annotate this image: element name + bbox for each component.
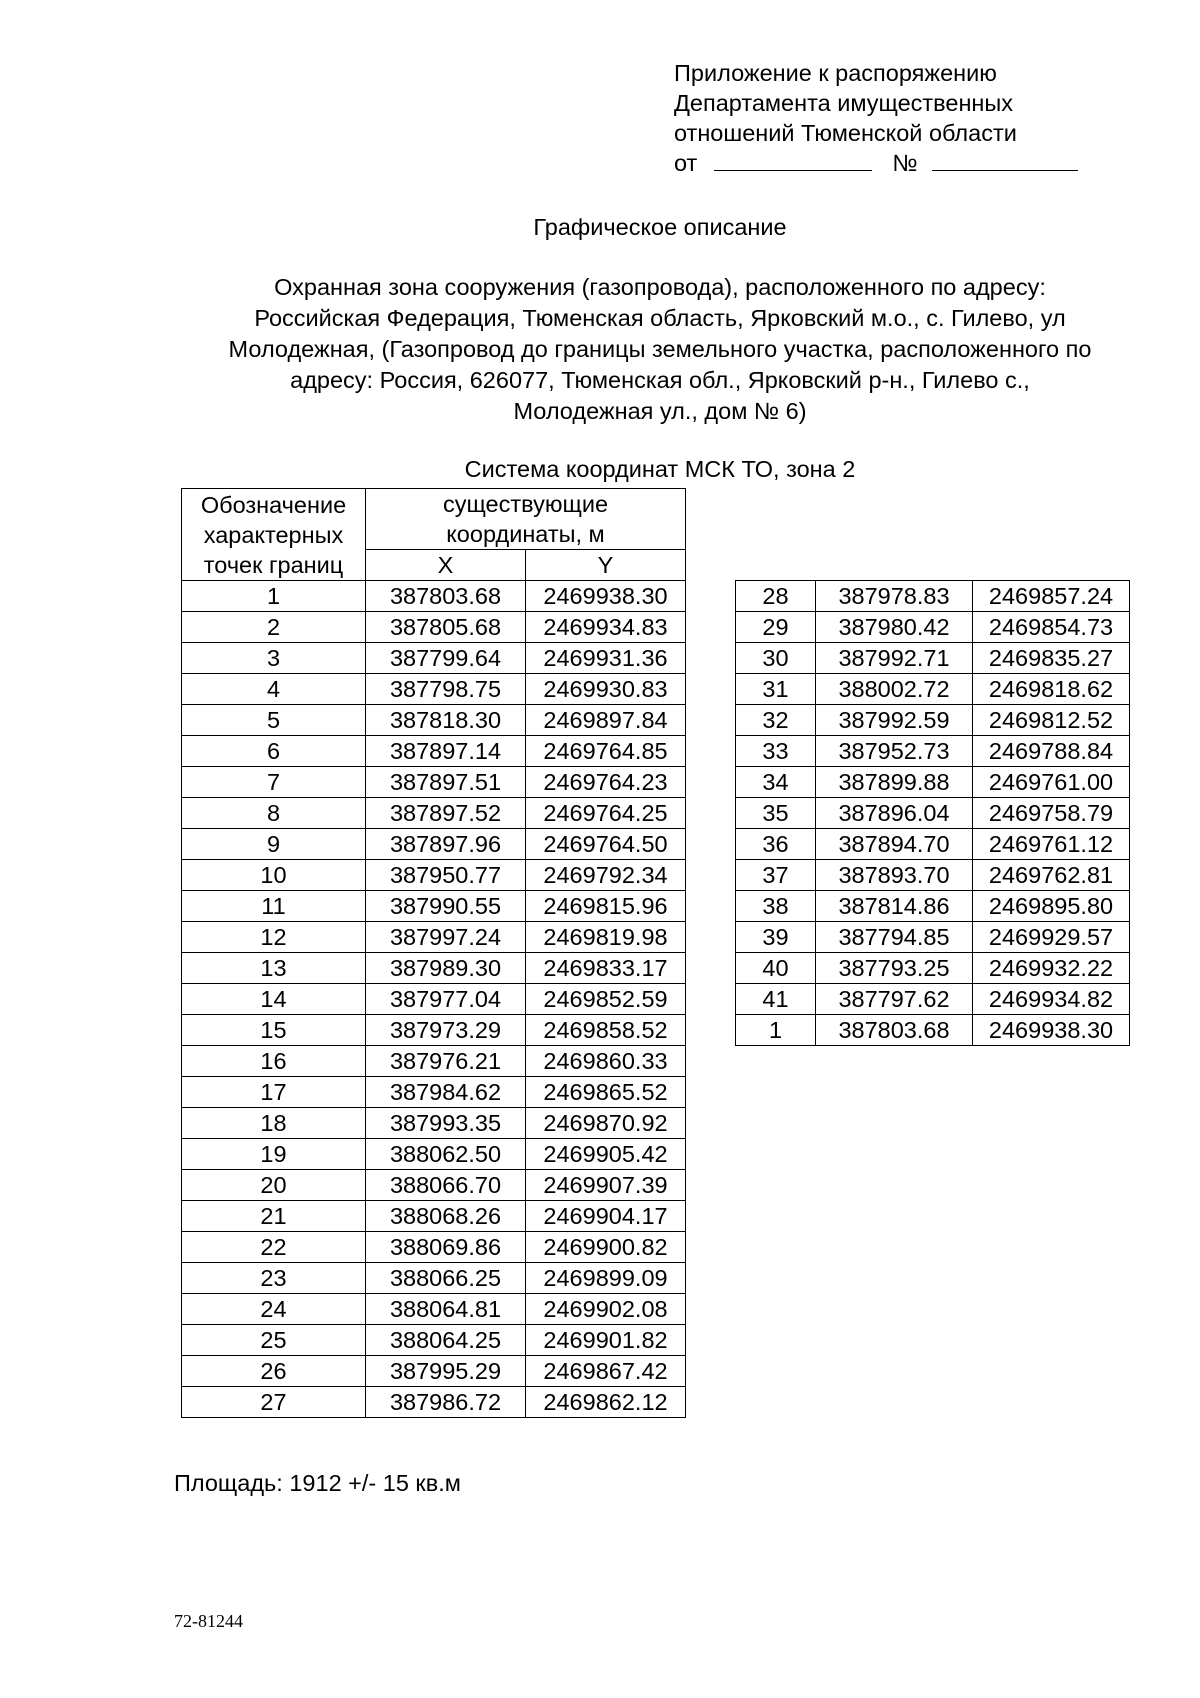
- y-coordinate-cell: 2469901.82: [526, 1325, 686, 1356]
- x-coordinate-cell: 387978.83: [816, 581, 973, 612]
- y-coordinate-cell: 2469764.85: [526, 736, 686, 767]
- y-coordinate-cell: 2469902.08: [526, 1294, 686, 1325]
- y-coordinate-cell: 2469932.22: [973, 953, 1130, 984]
- appendix-block: [674, 58, 1078, 178]
- coordinates-table-left: [181, 488, 686, 1418]
- y-coordinate-cell: 2469833.17: [526, 953, 686, 984]
- point-number-cell: 4: [182, 674, 366, 705]
- table-row: [736, 953, 1130, 984]
- point-number-cell: 18: [182, 1108, 366, 1139]
- x-coordinate-cell: 387798.75: [366, 674, 526, 705]
- table-row: [182, 798, 686, 829]
- y-coordinate-cell: 2469900.82: [526, 1232, 686, 1263]
- y-coordinate-cell: 2469899.09: [526, 1263, 686, 1294]
- point-number-cell: 6: [182, 736, 366, 767]
- appendix-line: Департамента имущественных: [674, 90, 1014, 116]
- table-row: [736, 612, 1130, 643]
- point-number-cell: 35: [736, 798, 816, 829]
- y-coordinate-cell: 2469854.73: [973, 612, 1130, 643]
- table-row: [736, 922, 1130, 953]
- y-coordinate-cell: 2469792.34: [526, 860, 686, 891]
- point-number-cell: 22: [182, 1232, 366, 1263]
- x-coordinate-cell: 388066.70: [366, 1170, 526, 1201]
- y-coordinate-cell: 2469858.52: [526, 1015, 686, 1046]
- x-coordinate-cell: 387897.14: [366, 736, 526, 767]
- point-number-cell: 33: [736, 736, 816, 767]
- coordinate-system-label: Система координат МСК ТО, зона 2: [464, 456, 856, 482]
- y-coordinate-cell: 2469870.92: [526, 1108, 686, 1139]
- appendix-line: отношений Тюменской области: [674, 120, 1017, 146]
- table-row: [182, 767, 686, 798]
- x-coordinate-cell: 387992.59: [816, 705, 973, 736]
- point-number-cell: 2: [182, 612, 366, 643]
- point-number-cell: 25: [182, 1325, 366, 1356]
- table-row: [736, 891, 1130, 922]
- y-coordinate-cell: 2469905.42: [526, 1139, 686, 1170]
- point-number-cell: 8: [182, 798, 366, 829]
- x-coordinate-cell: 388068.26: [366, 1201, 526, 1232]
- y-coordinate-cell: 2469938.30: [973, 1015, 1130, 1046]
- x-coordinate-cell: 387992.71: [816, 643, 973, 674]
- point-number-cell: 41: [736, 984, 816, 1015]
- y-coordinate-cell: 2469865.52: [526, 1077, 686, 1108]
- description-line: Российская Федерация, Тюменская область, Ярковский м.о., с. Гилево, ул: [254, 305, 1066, 331]
- description-line: Молодежная, (Газопровод до границы земельного участка, расположенного по: [228, 336, 1092, 362]
- table-row: [736, 705, 1130, 736]
- point-number-cell: 40: [736, 953, 816, 984]
- date-blank: [714, 152, 872, 171]
- y-coordinate-cell: 2469815.96: [526, 891, 686, 922]
- area-label: Площадь: 1912 +/- 15 кв.м: [174, 1470, 461, 1496]
- y-coordinate-cell: 2469812.52: [973, 705, 1130, 736]
- header-text: точек границ: [203, 551, 344, 578]
- point-number-cell: 37: [736, 860, 816, 891]
- x-coordinate-cell: 387976.21: [366, 1046, 526, 1077]
- y-coordinate-cell: 2469862.12: [526, 1387, 686, 1418]
- x-coordinate-cell: 388062.50: [366, 1139, 526, 1170]
- table-row: [736, 1015, 1130, 1046]
- x-coordinate-cell: 387995.29: [366, 1356, 526, 1387]
- y-coordinate-cell: 2469934.83: [526, 612, 686, 643]
- table-row: [182, 1356, 686, 1387]
- y-coordinate-cell: 2469930.83: [526, 674, 686, 705]
- point-number-cell: 39: [736, 922, 816, 953]
- point-number-cell: 10: [182, 860, 366, 891]
- header-x: X: [366, 550, 526, 581]
- table-row: [182, 922, 686, 953]
- point-number-cell: 30: [736, 643, 816, 674]
- point-number-cell: 1: [182, 581, 366, 612]
- header-y: Y: [526, 550, 686, 581]
- point-number-cell: 38: [736, 891, 816, 922]
- point-number-cell: 21: [182, 1201, 366, 1232]
- table-row: [736, 767, 1130, 798]
- table-row: [182, 643, 686, 674]
- x-coordinate-cell: 387805.68: [366, 612, 526, 643]
- y-coordinate-cell: 2469762.81: [973, 860, 1130, 891]
- table-row: [182, 736, 686, 767]
- x-coordinate-cell: 387952.73: [816, 736, 973, 767]
- document-title: Графическое описание: [533, 214, 787, 240]
- table-row: [182, 1170, 686, 1201]
- y-coordinate-cell: 2469835.27: [973, 643, 1130, 674]
- x-coordinate-cell: 387993.35: [366, 1108, 526, 1139]
- table-row: [736, 581, 1130, 612]
- appendix-line: Приложение к распоряжению: [674, 60, 997, 86]
- zone-description: [160, 272, 1160, 427]
- x-coordinate-cell: 387803.68: [366, 581, 526, 612]
- x-coordinate-cell: 387899.88: [816, 767, 973, 798]
- y-coordinate-cell: 2469764.23: [526, 767, 686, 798]
- point-number-cell: 36: [736, 829, 816, 860]
- table-row: [736, 860, 1130, 891]
- table-row: [182, 1139, 686, 1170]
- point-number-cell: 9: [182, 829, 366, 860]
- table-row: [182, 1046, 686, 1077]
- table-row: [736, 984, 1130, 1015]
- table-row: [736, 829, 1130, 860]
- y-coordinate-cell: 2469934.82: [973, 984, 1130, 1015]
- point-number-cell: 23: [182, 1263, 366, 1294]
- y-coordinate-cell: 2469788.84: [973, 736, 1130, 767]
- header-text: существующие: [442, 491, 609, 517]
- table-row: [182, 1294, 686, 1325]
- description-line: Охранная зона сооружения (газопровода), расположенного по адресу:: [274, 274, 1046, 300]
- point-number-cell: 17: [182, 1077, 366, 1108]
- point-number-cell: 20: [182, 1170, 366, 1201]
- x-coordinate-cell: 388064.81: [366, 1294, 526, 1325]
- point-number-cell: 12: [182, 922, 366, 953]
- x-coordinate-cell: 387893.70: [816, 860, 973, 891]
- x-coordinate-cell: 387977.04: [366, 984, 526, 1015]
- y-coordinate-cell: 2469895.80: [973, 891, 1130, 922]
- point-number-cell: 32: [736, 705, 816, 736]
- point-number-cell: 5: [182, 705, 366, 736]
- x-coordinate-cell: 387989.30: [366, 953, 526, 984]
- table-row: [182, 1077, 686, 1108]
- point-number-cell: 16: [182, 1046, 366, 1077]
- x-coordinate-cell: 388066.25: [366, 1263, 526, 1294]
- y-coordinate-cell: 2469764.50: [526, 829, 686, 860]
- coordinates-table-right: [735, 580, 1130, 1046]
- table-row: [182, 1387, 686, 1418]
- table-row: [182, 1263, 686, 1294]
- point-number-cell: 13: [182, 953, 366, 984]
- table-row: [736, 798, 1130, 829]
- table-row: [182, 674, 686, 705]
- x-coordinate-cell: 387803.68: [816, 1015, 973, 1046]
- point-number-cell: 26: [182, 1356, 366, 1387]
- description-line: Молодежная ул., дом № 6): [513, 398, 807, 424]
- x-coordinate-cell: 387950.77: [366, 860, 526, 891]
- point-number-cell: 11: [182, 891, 366, 922]
- x-coordinate-cell: 387799.64: [366, 643, 526, 674]
- x-coordinate-cell: 387990.55: [366, 891, 526, 922]
- header-text: характерных: [203, 521, 344, 548]
- y-coordinate-cell: 2469860.33: [526, 1046, 686, 1077]
- point-number-cell: 29: [736, 612, 816, 643]
- point-number-cell: 14: [182, 984, 366, 1015]
- table-row: [182, 1201, 686, 1232]
- document-number: 72-81244: [174, 1611, 243, 1631]
- header-text: Обозначение: [200, 491, 347, 518]
- x-coordinate-cell: 387973.29: [366, 1015, 526, 1046]
- y-coordinate-cell: 2469929.57: [973, 922, 1130, 953]
- x-coordinate-cell: 388064.25: [366, 1325, 526, 1356]
- x-coordinate-cell: 387894.70: [816, 829, 973, 860]
- point-number-cell: 15: [182, 1015, 366, 1046]
- point-number-cell: 3: [182, 643, 366, 674]
- y-coordinate-cell: 2469857.24: [973, 581, 1130, 612]
- y-coordinate-cell: 2469931.36: [526, 643, 686, 674]
- y-coordinate-cell: 2469897.84: [526, 705, 686, 736]
- x-coordinate-cell: 387896.04: [816, 798, 973, 829]
- y-coordinate-cell: 2469852.59: [526, 984, 686, 1015]
- x-coordinate-cell: 387794.85: [816, 922, 973, 953]
- table-row: [182, 1232, 686, 1263]
- point-number-cell: 19: [182, 1139, 366, 1170]
- number-blank: [932, 152, 1078, 171]
- table-row: [182, 1015, 686, 1046]
- table-row: [182, 612, 686, 643]
- x-coordinate-cell: 387986.72: [366, 1387, 526, 1418]
- appendix-date-number-line: [674, 148, 1078, 178]
- table-row: [182, 1108, 686, 1139]
- table-row: [182, 581, 686, 612]
- x-coordinate-cell: 387897.52: [366, 798, 526, 829]
- table-row: [182, 829, 686, 860]
- x-coordinate-cell: 387897.51: [366, 767, 526, 798]
- x-coordinate-cell: 387793.25: [816, 953, 973, 984]
- y-coordinate-cell: 2469764.25: [526, 798, 686, 829]
- x-coordinate-cell: 387997.24: [366, 922, 526, 953]
- point-number-cell: 31: [736, 674, 816, 705]
- table-row: [182, 984, 686, 1015]
- x-coordinate-cell: 387984.62: [366, 1077, 526, 1108]
- number-label: №: [892, 150, 918, 176]
- y-coordinate-cell: 2469904.17: [526, 1201, 686, 1232]
- y-coordinate-cell: 2469907.39: [526, 1170, 686, 1201]
- point-number-cell: 28: [736, 581, 816, 612]
- table-row: [182, 705, 686, 736]
- point-number-cell: 1: [736, 1015, 816, 1046]
- y-coordinate-cell: 2469867.42: [526, 1356, 686, 1387]
- y-coordinate-cell: 2469819.98: [526, 922, 686, 953]
- table-row: [182, 860, 686, 891]
- header-text: координаты, м: [446, 521, 605, 547]
- y-coordinate-cell: 2469818.62: [973, 674, 1130, 705]
- x-coordinate-cell: 387814.86: [816, 891, 973, 922]
- header-existing-coordinates: [366, 489, 686, 550]
- description-line: адресу: Россия, 626077, Тюменская обл., Ярковский р-н., Гилево с.,: [290, 367, 1030, 393]
- table-row: [182, 953, 686, 984]
- header-point-designation: [182, 489, 366, 581]
- y-coordinate-cell: 2469758.79: [973, 798, 1130, 829]
- y-coordinate-cell: 2469938.30: [526, 581, 686, 612]
- from-label: от: [674, 150, 698, 176]
- point-number-cell: 7: [182, 767, 366, 798]
- table-row: [736, 674, 1130, 705]
- table-row: [736, 736, 1130, 767]
- table-row: [736, 643, 1130, 674]
- x-coordinate-cell: 387897.96: [366, 829, 526, 860]
- table-row: [182, 891, 686, 922]
- point-number-cell: 27: [182, 1387, 366, 1418]
- y-coordinate-cell: 2469761.12: [973, 829, 1130, 860]
- y-coordinate-cell: 2469761.00: [973, 767, 1130, 798]
- x-coordinate-cell: 388002.72: [816, 674, 973, 705]
- point-number-cell: 34: [736, 767, 816, 798]
- point-number-cell: 24: [182, 1294, 366, 1325]
- x-coordinate-cell: 387797.62: [816, 984, 973, 1015]
- x-coordinate-cell: 387980.42: [816, 612, 973, 643]
- table-row: [182, 1325, 686, 1356]
- x-coordinate-cell: 387818.30: [366, 705, 526, 736]
- x-coordinate-cell: 388069.86: [366, 1232, 526, 1263]
